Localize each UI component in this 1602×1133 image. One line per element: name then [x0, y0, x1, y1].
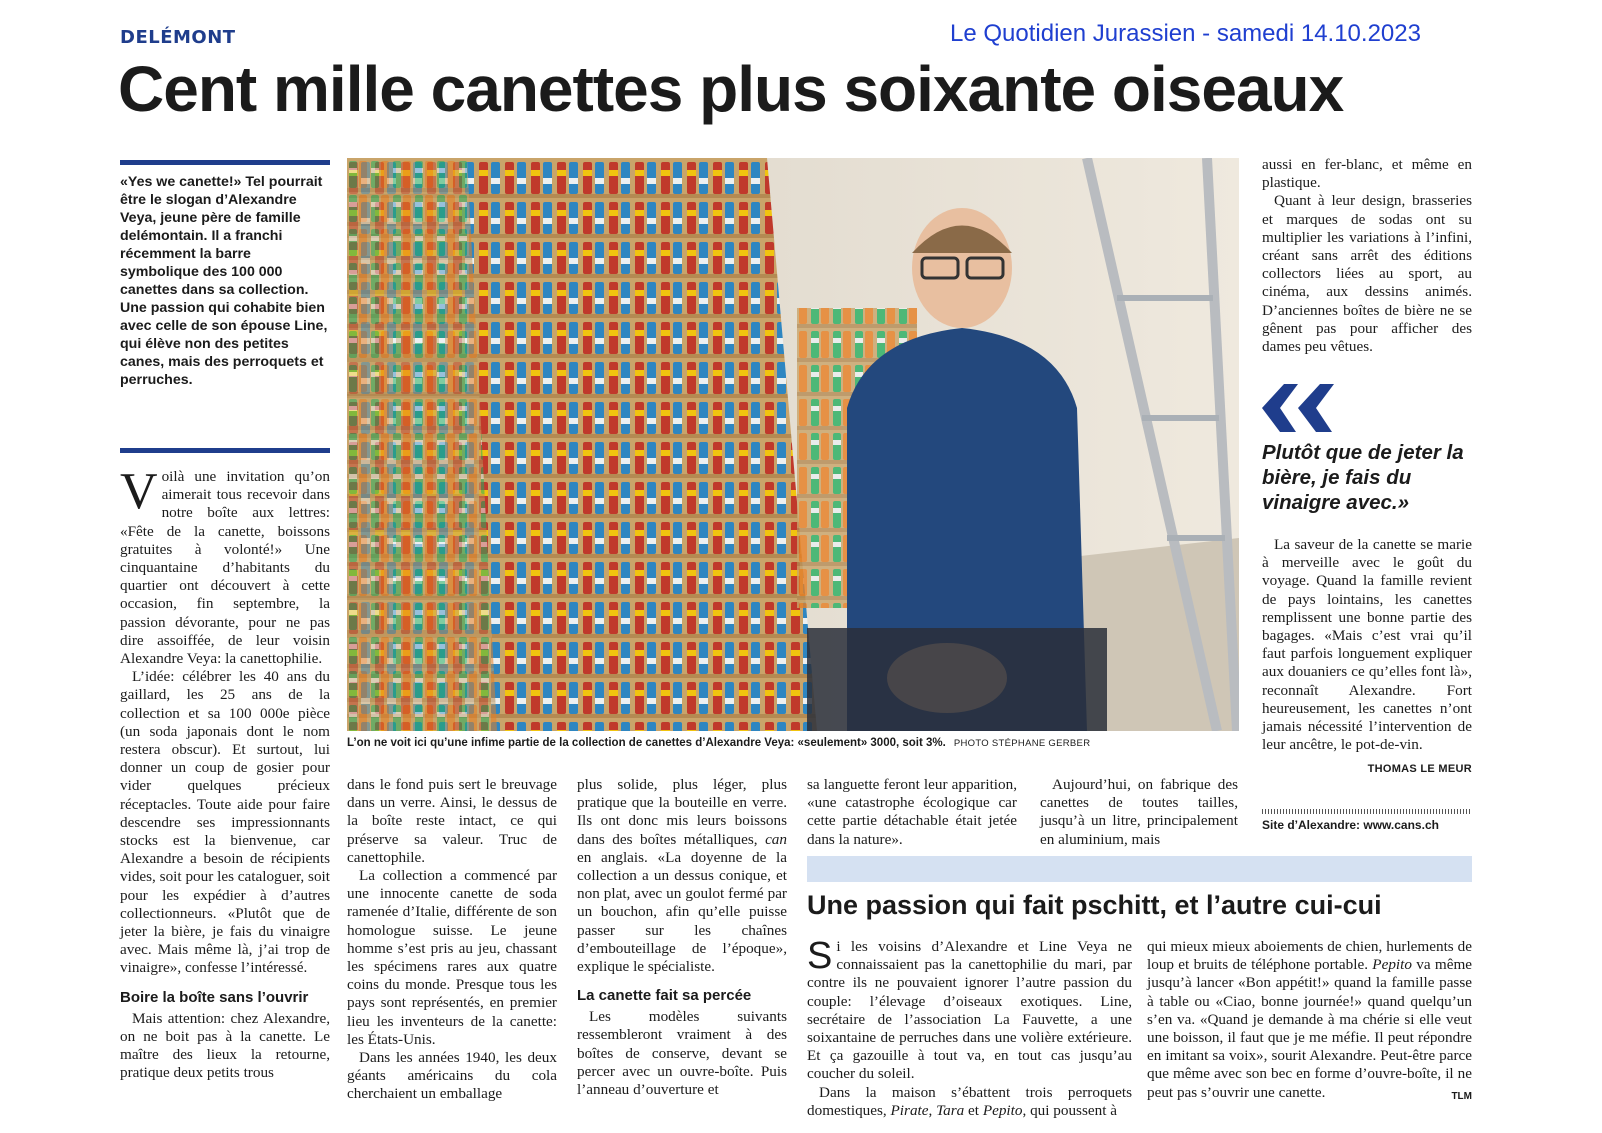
caption-text: L’on ne voit ici qu’une infime partie de la collection de canettes d’Alexandre Veya: «seulement» 3000, soit 3%. [347, 737, 946, 749]
parrot-name-1: Pirate [890, 1101, 929, 1119]
col2-paragraph-1: dans le fond puis sert le breuvage dans un verre. Ainsi, le dessus de la boîte reste intact, ce qui préserve sa valeur. Truc de canettophile. [347, 776, 557, 866]
col2-paragraph-2: La collection a commencé par une innocente canette de soda ramenée d’Italie, différente de son homologue suisse. Le jeune homme s’est pris au jeu, chassant les spécimens rares aux quatre coins du monde. Presque tous les pays sont représentés, en premier lieu les inventeurs de la canette: les États-Unis. [347, 867, 557, 1048]
box-color-band [807, 856, 1472, 882]
box-title: Une passion qui fait pschitt, et l’autre cui-cui [807, 890, 1382, 920]
parrot-name-4: Pepito [1372, 956, 1412, 974]
dotted-rule [1262, 809, 1472, 814]
article-column-1 [120, 463, 330, 1083]
box-left-paragraph-2a: Dans la maison s’ébattent trois perroquets domestiques, [807, 1083, 1132, 1119]
box-column-left [807, 935, 1132, 1120]
box-drop-cap: S [807, 935, 833, 977]
col1-paragraph-1: oilà une invitation qu’on aimerait tous recevoir dans notre boîte aux lettres: «Fête de la canette, boissons gratuites à volonté!» Une cinquantaine d’habitants du quartier ont découvert à cette occasion, fin septembre, la passion dévorante, pour ne pas dire assoiffée, de leur voisin Alexandre Veya: la canettophilie. [120, 468, 330, 668]
col3-paragraph-1b: en anglais. «La doyenne de la collection a un dessus conique, et non plat, avec un goulot fermé par un bouchon, afin qu’elle puisse passer sur les chaînes d’embouteillage de l’époque», explique le spécialiste. [577, 848, 787, 976]
col3-subhead: La canette fait sa percée [577, 987, 752, 1005]
box-right-paragraph-b: va même jusqu’à lancer «Bon appétit!» quand la famille passe à table ou «Ciao, bonne journée!» quand quelqu’un s’en va. «Quand je demande à ma chérie si elle veut une boisson, il faut que je me méfie. Il peut répondre en imitant sa voix», sourit Alexandre. Peut-être parce que même avec son bec en forme d’ouvre-boîte, il ne peut pas s’ouvrir une canette. [1147, 956, 1472, 1101]
separator: , [928, 1101, 937, 1119]
col3-paragraph-1a: plus solide, plus léger, plus pratique que la bouteille en verre. Ils ont donc mis leurs boissons dans des boîtes métalliques, [577, 776, 787, 848]
photo-illustration [347, 158, 1239, 731]
box-left-paragraph-2b: , qui poussent à [1022, 1101, 1117, 1119]
box-signature: TLM [1451, 1090, 1472, 1102]
lead-bottom-rule [120, 448, 330, 453]
col1-paragraph-2: L’idée: célébrer les 40 ans du gaillard, les 25 ans de la collection et sa 100 000e pièce (un soda japonais dont le nom restera obscur). Et surtout, lui donner un coup de gosier pour vider quelques précieux réceptacles. Toute aide pour faire descendre ses impressionnants stocks est la bienvenue, car Alexandre a besoin de récipients vides, soit pour les cataloguer, soit pour les expédier à d’autres collectionneurs. «Plutôt que de jeter la bière, je fais du vinaigre avec. Mais même là, j’ai trop de vinaigre», confesse l’intéressé. [120, 668, 330, 977]
photo-caption [347, 737, 1239, 749]
section-tag: DELÉMONT [120, 27, 236, 48]
col6-paragraph-3: La saveur de la canette se marie à merveille avec le goût du voyage. Quand la famille revient de pays lointains, les canettes remplissent une bonne partie des bagages. «Mais c’est vrai qu’il faut parfois longuement expliquer aux douaniers ce qu’elles font là», reconnaît Alexandre. Fort heureusement, les canettes n’ont jamais nécessité l’intervention de leur ancêtre, le pot-de-vin. [1262, 536, 1472, 754]
lead-top-rule [120, 160, 330, 165]
lead-paragraph: «Yes we canette!» Tel pourrait être le slogan d’Alexandre Veya, jeune père de famille delémontain. Il a franchi récemment la barre symbolique des 100 000 canettes dans sa collection. Une passion qui cohabite bien avec celle de son épouse Line, qui élève non des petites canes, mais des perroquets et perruches. [120, 174, 328, 388]
parrot-name-3: Pepito [982, 1101, 1023, 1119]
source-line: Le Quotidien Jurassien - samedi 14.10.2023 [950, 20, 1421, 47]
parrot-name-2: Tara [936, 1101, 965, 1119]
article-column-2 [347, 776, 557, 1104]
website-line: Site d’Alexandre: www.cans.ch [1262, 818, 1439, 832]
drop-cap: V [120, 463, 158, 520]
headline: Cent mille canettes plus soixante oiseaux [118, 53, 1344, 125]
box-column-right [1147, 938, 1472, 1106]
box-left-paragraph-1: i les voisins d’Alexandre et Line Veya ne connaissaient pas la canettophilie du mari, par contre ils ne pouvaient ignorer l’autre passion du couple: l’élevage d’oiseaux exotiques. Line, secrétaire de l’association La Fauvette, a une soixantaine de perruches dans une volière extérieure. Et ça gazouille à tout va, en tout cas jusqu’au coucher du soleil. [807, 938, 1132, 1083]
col6-paragraph-2: Quant à leur design, brasseries et marques de sodas ont su multiplier les variations à l’infini, créant sans arrêt des éditions collectors liées au sport, au cinéma, aux dessins animés. D’anciennes boîtes de bière ne se gênent pas pour afficher des dames peu vêtues. [1262, 192, 1472, 356]
col6-paragraph-1: aussi en fer-blanc, et même en plastique. [1262, 156, 1472, 192]
pull-quote: Plutôt que de jeter la bière, je fais du vinaigre avec.» [1262, 441, 1464, 514]
article-column-6-bottom [1262, 536, 1472, 779]
quote-mark-icon [1262, 384, 1336, 436]
photo-can-collection [347, 158, 1239, 731]
col4-paragraph-1: sa languette feront leur apparition, «une catastrophe écologique car cette partie détachable était jetée dans la nature». [807, 776, 1017, 848]
box-right-paragraph-a: qui mieux mieux aboiements de chien, hurlements de loup et bruits de téléphone portable. [1147, 938, 1472, 974]
col3-paragraph-2: Les modèles suivants ressembleront vraiment à des boîtes de conserve, devant se percer avec un ouvre-boîte. Puis l’anneau d’ouverture et [577, 1008, 787, 1099]
col5-paragraph-1: Aujourd’hui, on fabrique des canettes de toutes tailles, jusqu’à un litre, principalement en aluminium, mais [1040, 776, 1238, 848]
col1-subhead: Boire la boîte sans l’ouvrir [120, 988, 309, 1006]
article-column-5 [1040, 776, 1238, 849]
col2-paragraph-3: Dans les années 1940, les deux géants américains du cola cherchaient un emballage [347, 1049, 557, 1103]
col3-can-word: can [765, 830, 787, 848]
photo-credit: PHOTO STÉPHANE GERBER [953, 738, 1091, 749]
article-column-3 [577, 776, 787, 1099]
conjunction: et [964, 1101, 983, 1119]
article-column-6-top [1262, 156, 1472, 356]
author-byline: THOMAS LE MEUR [1367, 763, 1472, 776]
article-column-4 [807, 776, 1017, 849]
col1-paragraph-3: Mais attention: chez Alexandre, on ne boit pas à la canette. Le maître des lieux la retourne, pratique deux petits trous [120, 1009, 330, 1082]
